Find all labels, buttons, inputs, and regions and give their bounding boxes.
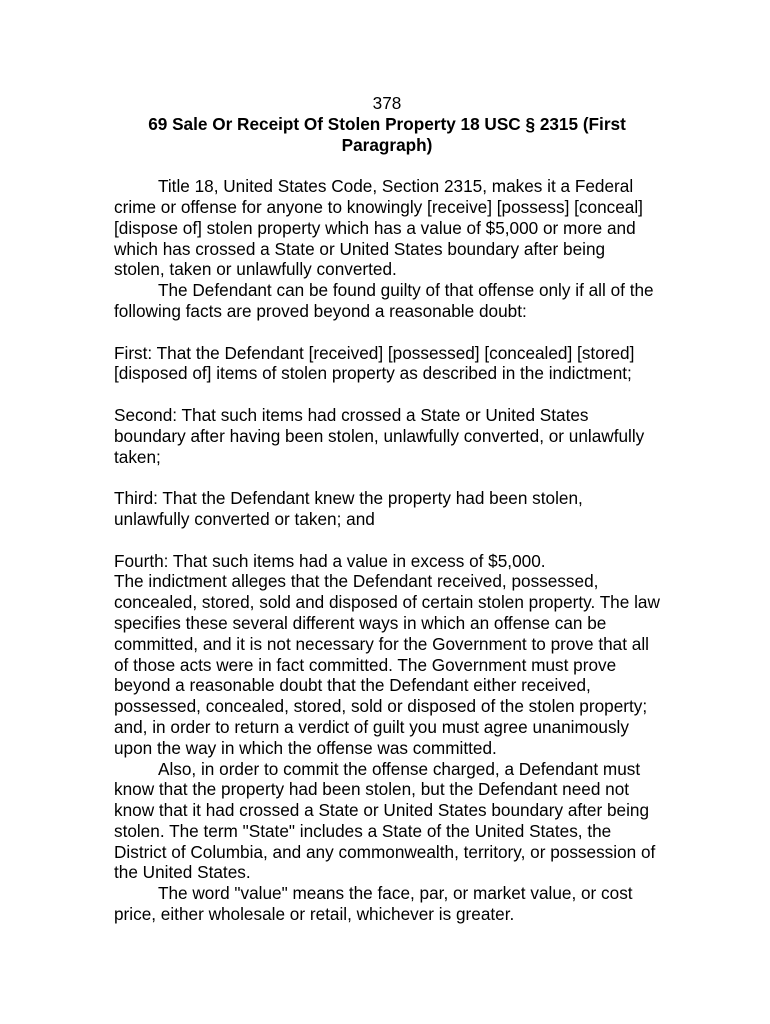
element-fourth: Fourth: That such items had a value in excess of $5,000.: [114, 550, 546, 571]
element-first: First: That the Defendant [received] [possessed] [concealed] [stored] [disposed of] items of stolen property as described in the indictment;: [114, 342, 635, 384]
page-title: 69 Sale Or Receipt Of Stolen Property 18 USC § 2315 (First Paragraph): [148, 113, 626, 155]
value-paragraph: The word "value" means the face, par, or market value, or cost price, either wholesale or retail, whichever is greater.: [114, 883, 633, 925]
document-page: [114, 93, 660, 925]
guilty-clause-paragraph: The Defendant can be found guilty of that offense only if all of the following facts are proved beyond a reasonable doubt:: [114, 280, 654, 321]
knowledge-paragraph: Also, in order to commit the offense charged, a Defendant must know that the property had been stolen, but the Defendant need not know that it had crossed a State or United States boundary after being stolen. The term "State" includes a State of the United States, the District of Columbia, and any commonwealth, territory, or possession of the United States.: [114, 758, 656, 883]
page-number: 378: [372, 93, 402, 113]
element-third: Third: That the Defendant knew the property had been stolen, unlawfully converted or taken; and: [114, 488, 583, 529]
indictment-paragraph: The indictment alleges that the Defendant received, possessed, concealed, stored, sold and disposed of certain stolen property. The law specifies these several different ways in which an offense can be committed, and it is not necessary for the Government to prove that all of those acts were in fact committed. The Government must prove beyond a reasonable doubt that the Defendant either received, possessed, concealed, stored, sold or disposed of the stolen property; and, in order to return a verdict of guilt you must agree unanimously upon the way in which the offense was committed.: [114, 571, 660, 758]
element-second: Second: That such items had crossed a State or United States boundary after having been stolen, unlawfully converted, or unlawfully taken;: [114, 404, 645, 467]
intro-paragraph: Title 18, United States Code, Section 2315, makes it a Federal crime or offense for anyone to knowingly [receive] [possess] [conceal] [dispose of] stolen property which has a value of $5,000 or more and which has crossed a State or United States boundary after being stolen, taken or unlawfully converted.: [114, 176, 643, 280]
